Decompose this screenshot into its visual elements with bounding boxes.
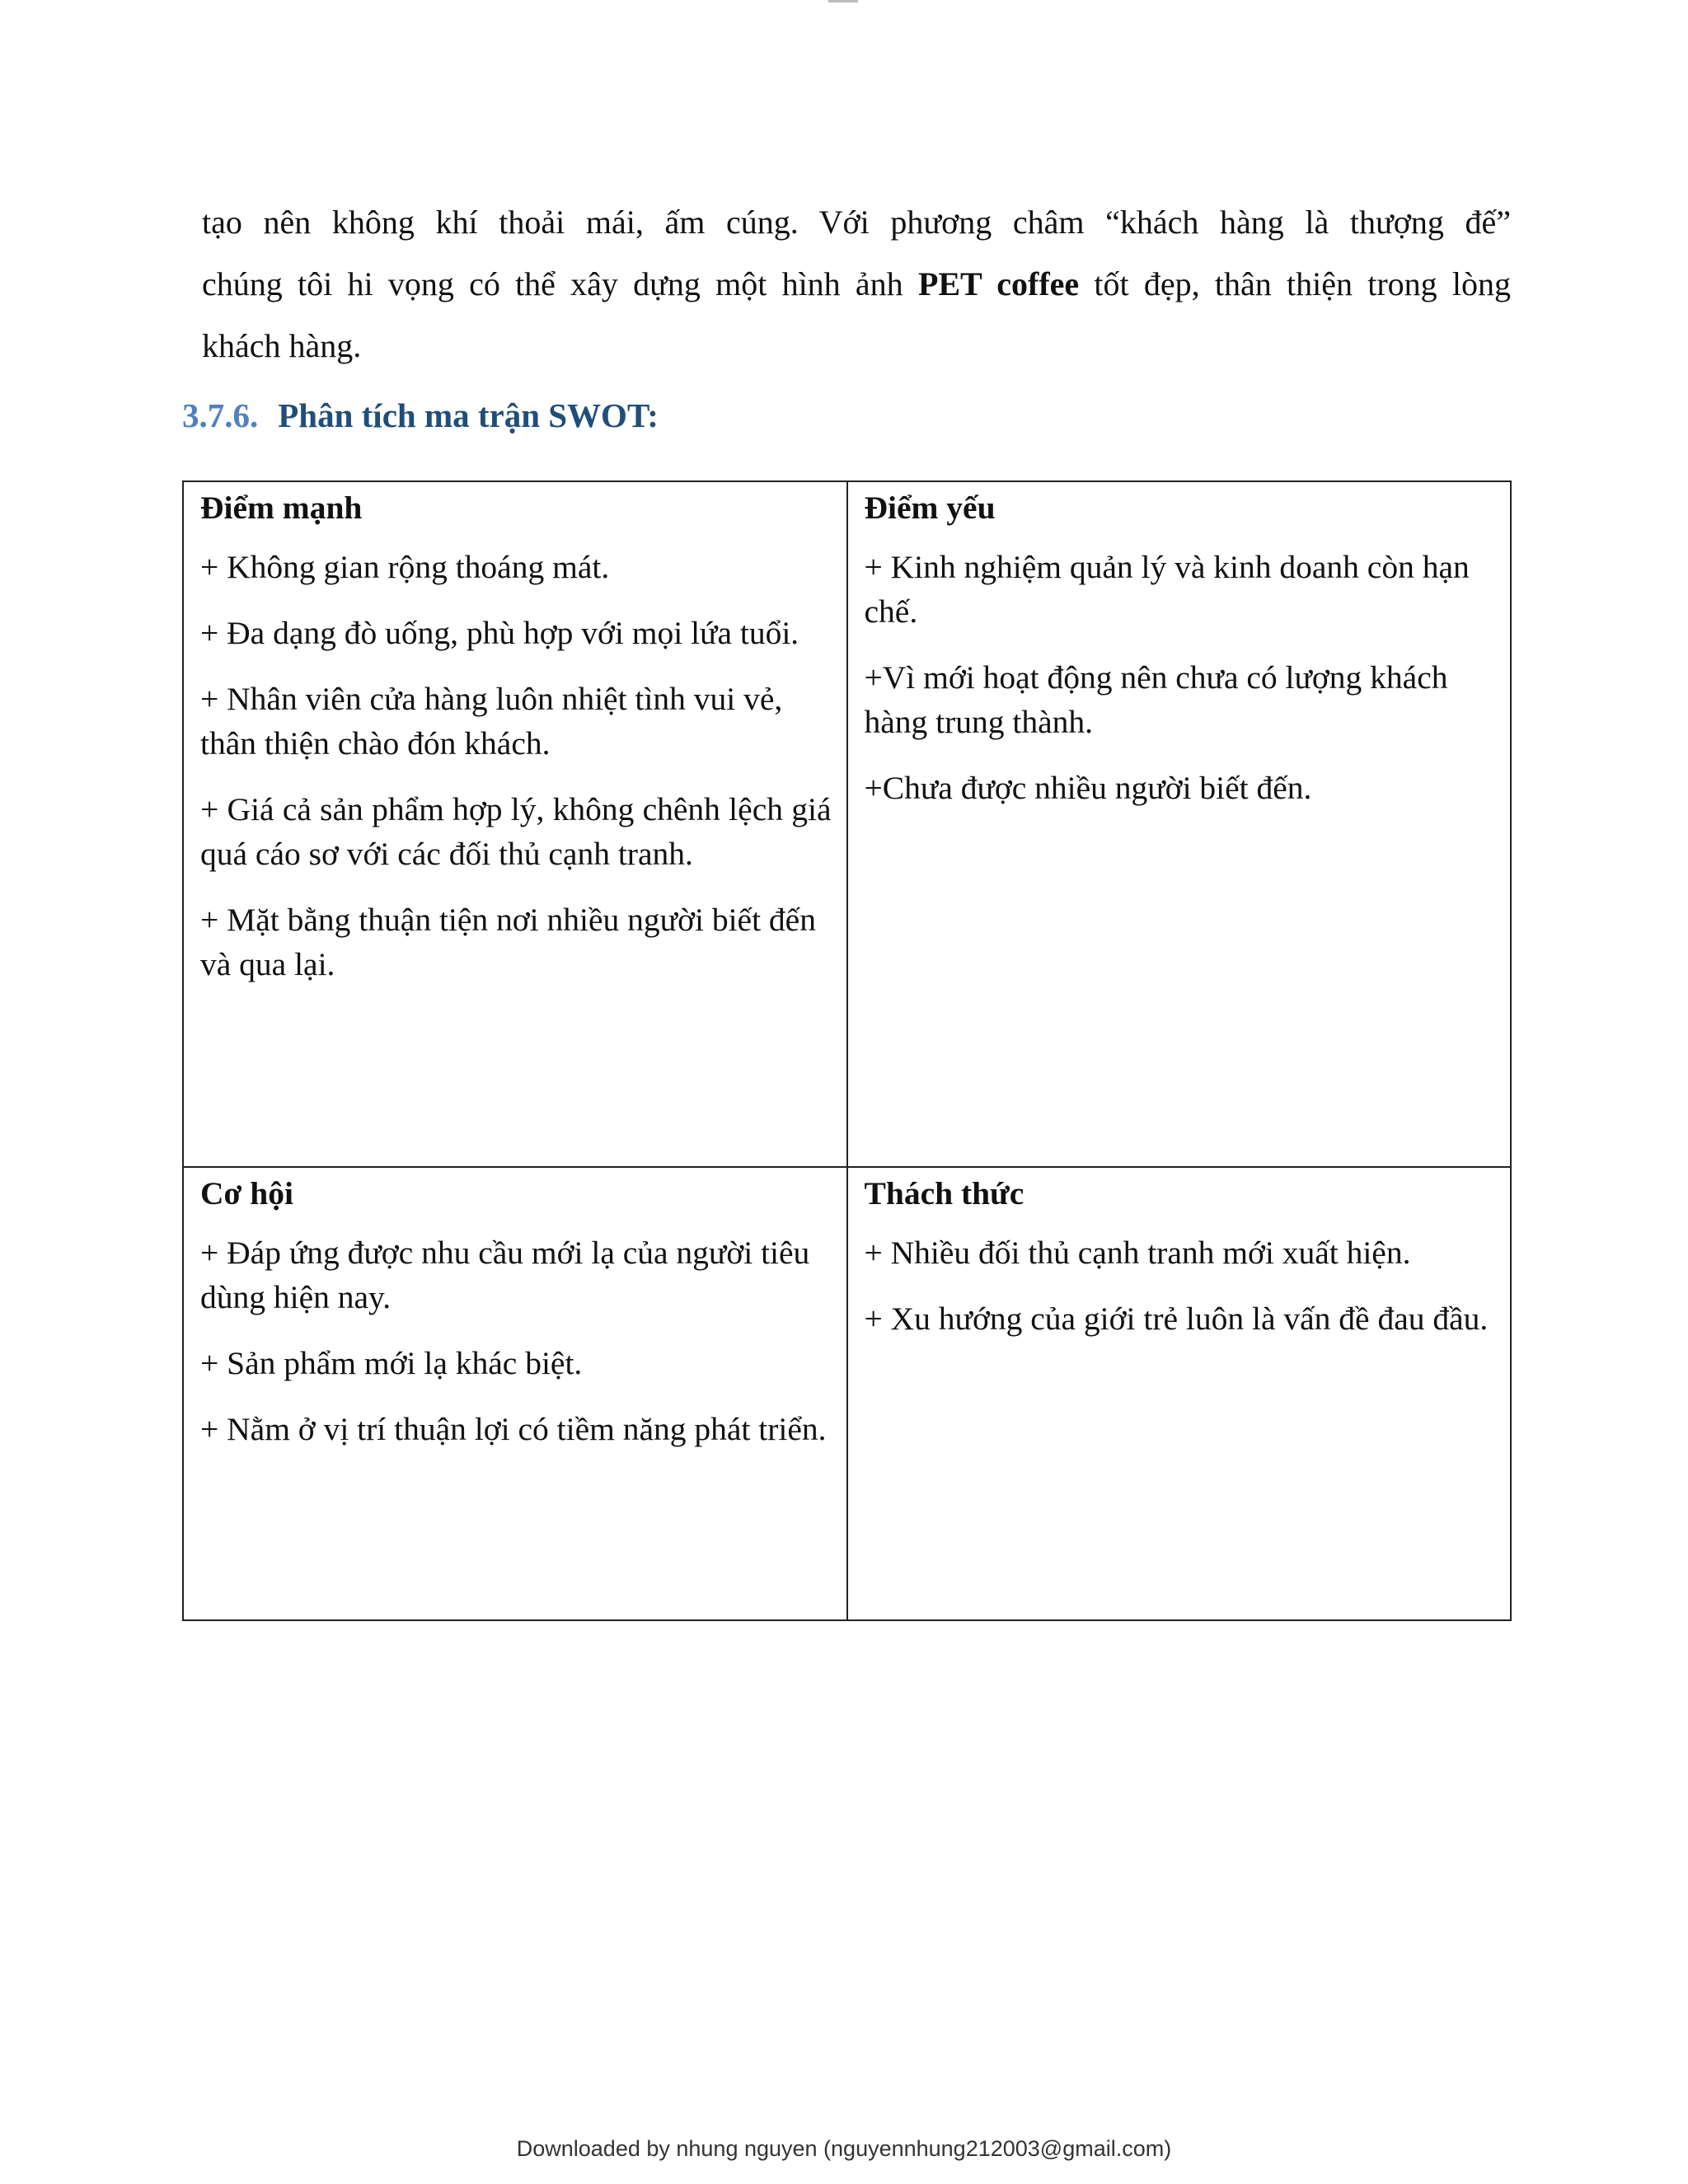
page-top-mark [828,0,858,2]
weaknesses-item: + Kinh nghiệm quản lý và kinh doanh còn hạn chế. [864,549,1470,630]
strengths-item: + Giá cả sản phẩm hợp lý, không chênh lệch giá quá cáo sơ với các đối thủ cạnh tranh. [200,791,832,872]
section-number: 3.7.6. [182,396,259,434]
brand-name: PET coffee [917,265,1080,302]
strengths-cell [183,481,847,1167]
download-footer: Downloaded by nhung nguyen (nguyennhung212003@gmail.com) [516,2136,1172,2161]
paragraph-line-1: tạo nên không khí thoải mái, ấm cúng. Với phương châm “khách hàng là thượng đế” [202,204,1511,241]
opportunities-item: + Nằm ở vị trí thuận lợi có tiềm năng phát triển. [200,1411,827,1447]
strengths-item: + Mặt bằng thuận tiện nơi nhiều người biết đến và qua lại. [200,902,816,982]
strengths-title: Điểm mạnh [200,490,363,526]
paragraph-line-2-start: chúng tôi hi vọng có thể xây dựng một hình ảnh [202,265,918,302]
weaknesses-title: Điểm yếu [864,490,996,526]
threats-item: + Xu hướng của giới trẻ luôn là vấn đề đau đầu. [864,1301,1489,1337]
swot-row-2 [183,1167,1511,1620]
opportunities-item: + Đáp ứng được nhu cầu mới lạ của người tiêu dùng hiện nay. [200,1235,810,1315]
opportunities-item: + Sản phẩm mới lạ khác biệt. [200,1345,583,1381]
section-heading [182,396,659,435]
paragraph-line-3: khách hàng. [202,327,362,364]
strengths-item: + Đa dạng đò uống, phù hợp với mọi lứa tuổi. [200,615,799,651]
opportunities-cell [183,1167,847,1620]
strengths-item: + Không gian rộng thoáng mát. [200,549,610,585]
intro-paragraph [202,191,1511,377]
threats-cell [847,1167,1512,1620]
strengths-item: + Nhân viên cửa hàng luôn nhiệt tình vui vẻ, thân thiện chào đón khách. [200,681,783,762]
paragraph-line-2 [202,253,1511,315]
swot-matrix-table [182,480,1512,1621]
threats-item: + Nhiều đối thủ cạnh tranh mới xuất hiện. [864,1235,1411,1271]
opportunities-title: Cơ hội [200,1175,293,1212]
weaknesses-cell [847,481,1512,1167]
weaknesses-item: +Chưa được nhiều người biết đến. [864,770,1312,806]
paragraph-line-2-end: tốt đẹp, thân thiện trong lòng [1079,265,1511,302]
weaknesses-item: +Vì mới hoạt động nên chưa có lượng khách hàng trung thành. [864,659,1448,740]
swot-row-1 [183,481,1511,1167]
threats-title: Thách thức [864,1175,1025,1212]
section-title: Phân tích ma trận SWOT: [278,396,659,434]
